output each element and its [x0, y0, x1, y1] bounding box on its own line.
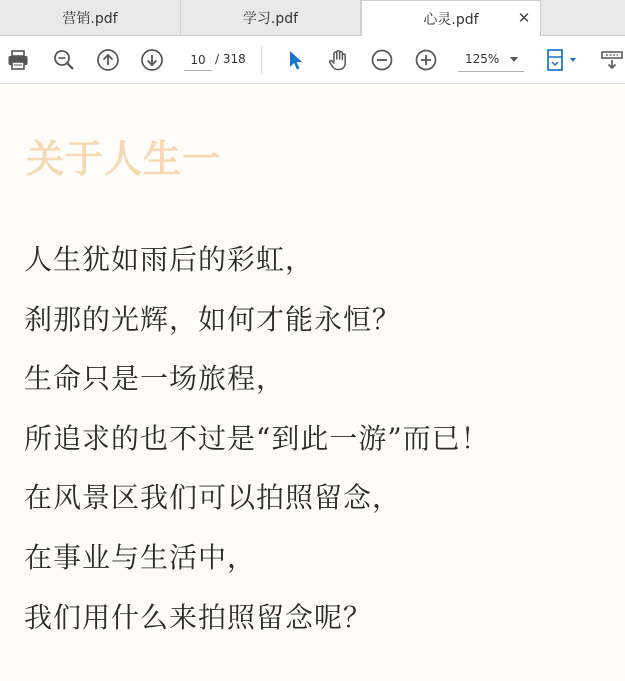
close-icon[interactable]: ✕: [517, 9, 531, 27]
text-line: 我们用什么来拍照留念呢？: [24, 601, 373, 634]
tab-xuexi[interactable]: [181, 0, 361, 36]
printer-icon[interactable]: [5, 47, 31, 73]
text-line: 所追求的也不过是“到此一游”而已！: [24, 422, 490, 455]
toolbar-divider: [261, 46, 262, 74]
text-line: 生命只是一场旅程，: [24, 362, 286, 395]
zoom-in-icon[interactable]: [413, 47, 439, 73]
tab-label: 心灵.pdf: [423, 12, 479, 28]
text-line: 刹那的光辉，如何才能永恒？: [24, 303, 402, 336]
hand-icon[interactable]: [325, 47, 351, 73]
tab-bar: [0, 0, 625, 36]
text-line: 人生犹如雨后的彩虹，: [24, 243, 315, 276]
document-title: 关于人生一: [26, 136, 222, 181]
chevron-down-icon: [510, 57, 518, 62]
page-layout-icon[interactable]: [545, 47, 581, 73]
page-total: / 318: [215, 52, 246, 66]
zoom-level-value: 125%: [465, 52, 500, 66]
text-line: 在风景区我们可以拍照留念，: [24, 481, 402, 514]
more-tools-icon[interactable]: [599, 47, 625, 73]
page-number-input[interactable]: [184, 50, 212, 71]
select-cursor-icon[interactable]: [282, 47, 308, 73]
tab-yingxiao[interactable]: [0, 0, 181, 36]
toolbar: [0, 36, 625, 84]
tab-label: 营销.pdf: [62, 11, 118, 27]
document-viewport[interactable]: [0, 84, 625, 681]
page-down-icon[interactable]: [139, 47, 165, 73]
page-up-icon[interactable]: [95, 47, 121, 73]
zoom-out-icon[interactable]: [369, 47, 395, 73]
zoom-search-icon[interactable]: [51, 47, 77, 73]
tab-label: 学习.pdf: [242, 11, 299, 27]
text-line: 在事业与生活中，: [24, 541, 257, 574]
zoom-level-dropdown[interactable]: [458, 48, 524, 72]
tab-xinling[interactable]: [361, 0, 541, 37]
